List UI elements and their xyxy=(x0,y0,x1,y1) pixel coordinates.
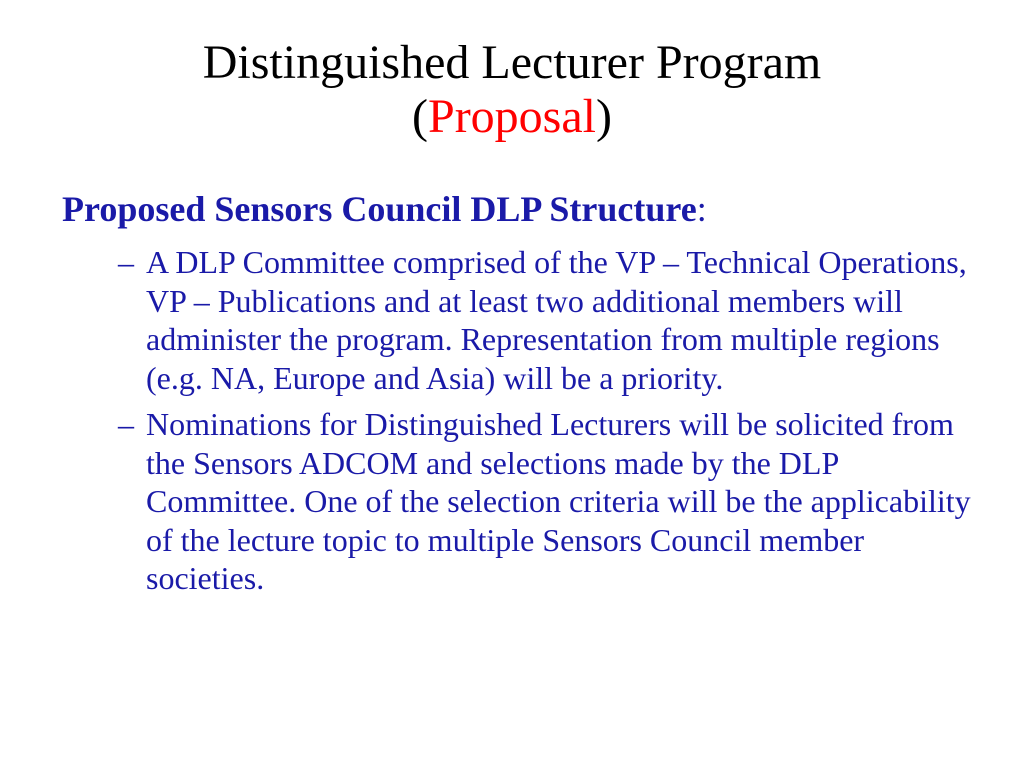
title-line-1: Distinguished Lecturer Program xyxy=(202,36,822,89)
bullet-list xyxy=(118,243,978,606)
bullet-dash-marker: – xyxy=(118,406,134,442)
bullet-text-nominations: Nominations for Distinguished Lecturers will be solicited from the Sensors ADCOM and selections made by the DLP Committee. One of the selection criteria will be the applicability of the lecture topic to multiple Sensors Council member societies. xyxy=(146,406,971,596)
title-close-paren: ) xyxy=(596,90,612,143)
section-heading-text: Proposed Sensors Council DLP Structure xyxy=(62,189,697,229)
bullet-item-committee xyxy=(118,243,978,397)
bullet-dash-marker: – xyxy=(118,244,134,280)
section-heading-colon: : xyxy=(696,189,707,229)
slide-title xyxy=(0,36,1024,144)
bullet-item-nominations xyxy=(118,405,978,598)
title-proposal-accent: Proposal xyxy=(428,90,596,143)
section-heading xyxy=(62,187,982,231)
title-line-2 xyxy=(0,90,1024,144)
title-open-paren: ( xyxy=(412,90,428,143)
bullet-text-committee: A DLP Committee comprised of the VP – Technical Operations, VP – Publications and at least two additional members will administer the program. Representation from multiple regions (e.g. NA, Europe and Asia) will be a priority. xyxy=(146,244,967,396)
